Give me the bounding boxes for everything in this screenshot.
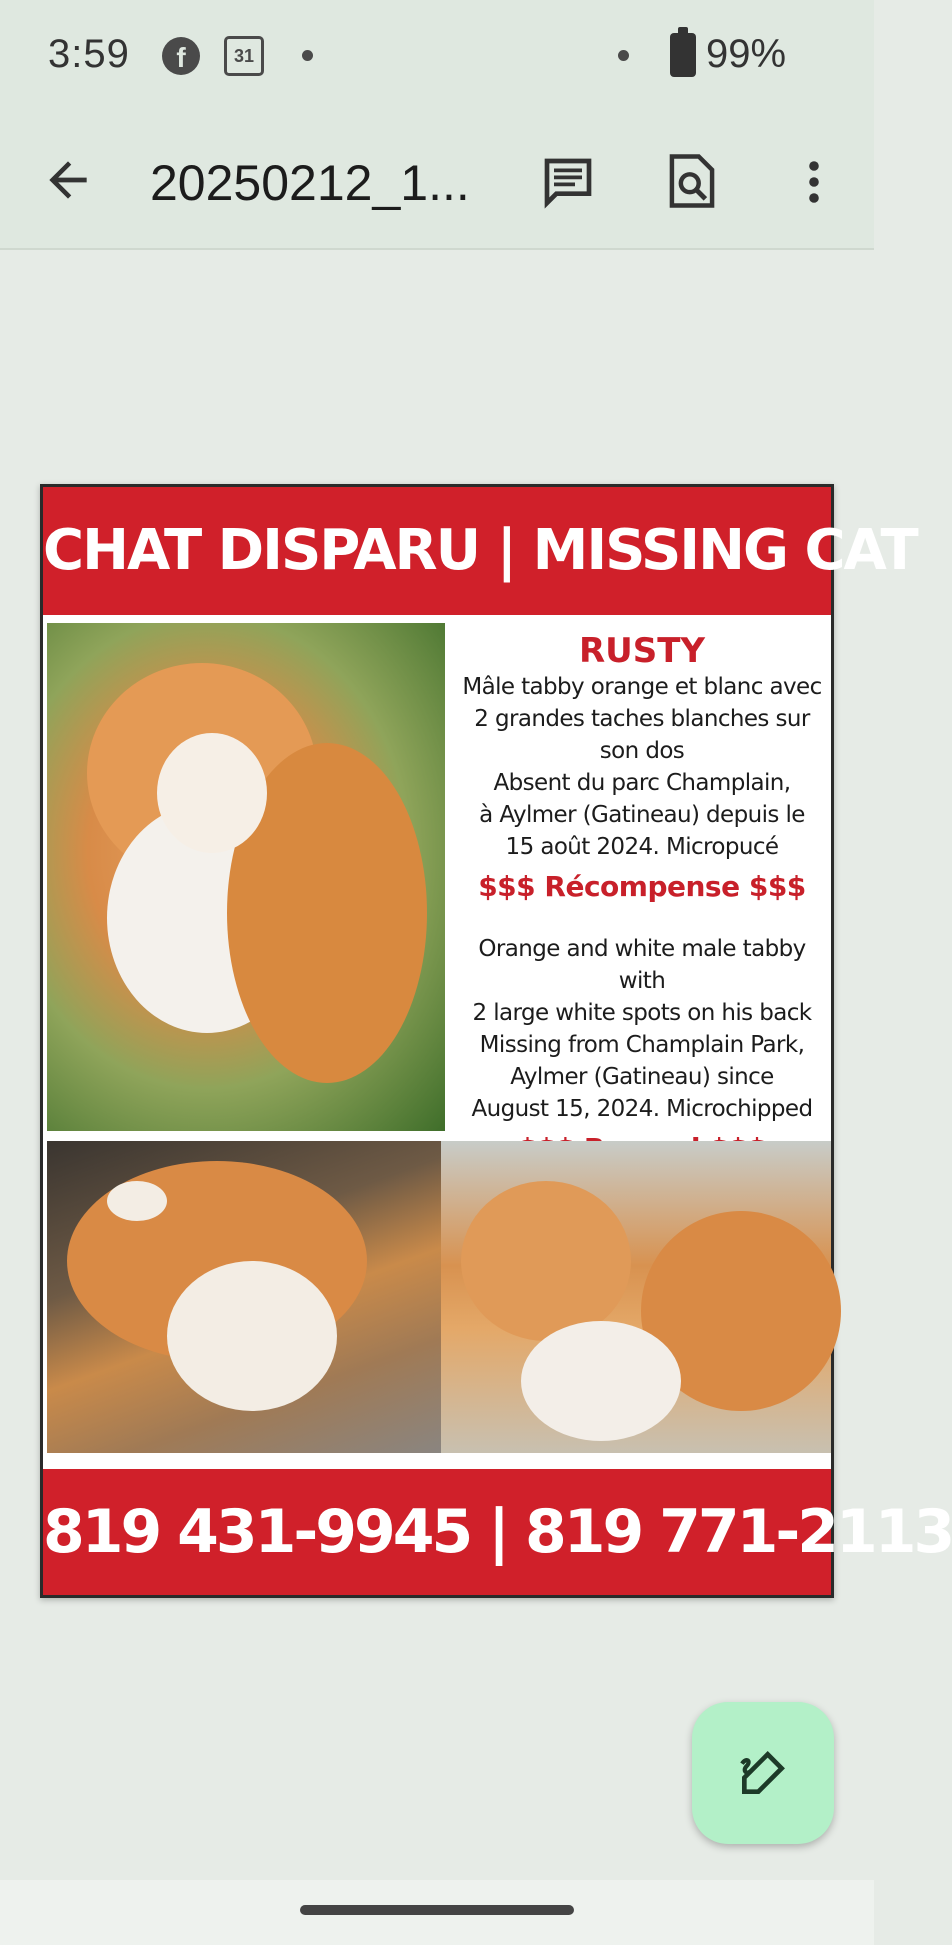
english-line: August 15, 2024. Microchipped: [471, 1096, 813, 1122]
notification-dot-icon: [302, 50, 313, 61]
french-line: 15 août 2024. Micropucé: [505, 834, 779, 860]
english-line: 2 large white spots on his back: [472, 1000, 812, 1026]
home-indicator[interactable]: [300, 1905, 574, 1915]
french-line: son dos: [599, 738, 685, 764]
battery-icon: [670, 33, 696, 77]
more-vert-icon[interactable]: [800, 158, 828, 206]
signal-dot-icon: [618, 50, 629, 61]
status-time: 3:59: [48, 32, 130, 76]
cat-photo-portrait: [441, 1141, 831, 1453]
status-bar: [0, 0, 874, 110]
document-page: [40, 484, 952, 1598]
english-line: Aylmer (Gatineau) since: [510, 1064, 774, 1090]
cat-photo-lying: [47, 1141, 441, 1453]
navigation-bar: [0, 1880, 874, 1945]
comment-icon[interactable]: [540, 154, 596, 210]
french-line: à Aylmer (Gatineau) depuis le: [479, 802, 805, 828]
back-arrow-icon[interactable]: [40, 152, 96, 208]
app-bar: [0, 110, 874, 250]
english-line: Orange and white male tabby with: [478, 936, 806, 994]
edit-fab-button[interactable]: [692, 1702, 834, 1844]
document-title: 20250212_1...: [150, 155, 470, 211]
find-in-document-icon[interactable]: [666, 152, 718, 210]
cat-photo-main: [47, 623, 445, 1131]
french-line: 2 grandes taches blanches sur: [474, 706, 810, 732]
poster-phone-numbers: 819 431-9945 | 819 771-2113: [43, 1469, 831, 1595]
facebook-icon: f: [162, 37, 200, 75]
edit-pen-icon: [735, 1745, 791, 1801]
french-reward: $$$ Récompense $$$: [478, 870, 806, 903]
calendar-icon: 31: [224, 36, 264, 76]
cat-name: RUSTY: [578, 631, 706, 671]
french-line: Mâle tabby orange et blanc avec: [462, 674, 822, 700]
english-line: Missing from Champlain Park,: [479, 1032, 805, 1058]
battery-percent: 99%: [706, 32, 787, 76]
cat-info: [453, 623, 831, 1169]
poster-header: CHAT DISPARU | MISSING CAT: [43, 487, 831, 615]
french-line: Absent du parc Champlain,: [493, 770, 791, 796]
